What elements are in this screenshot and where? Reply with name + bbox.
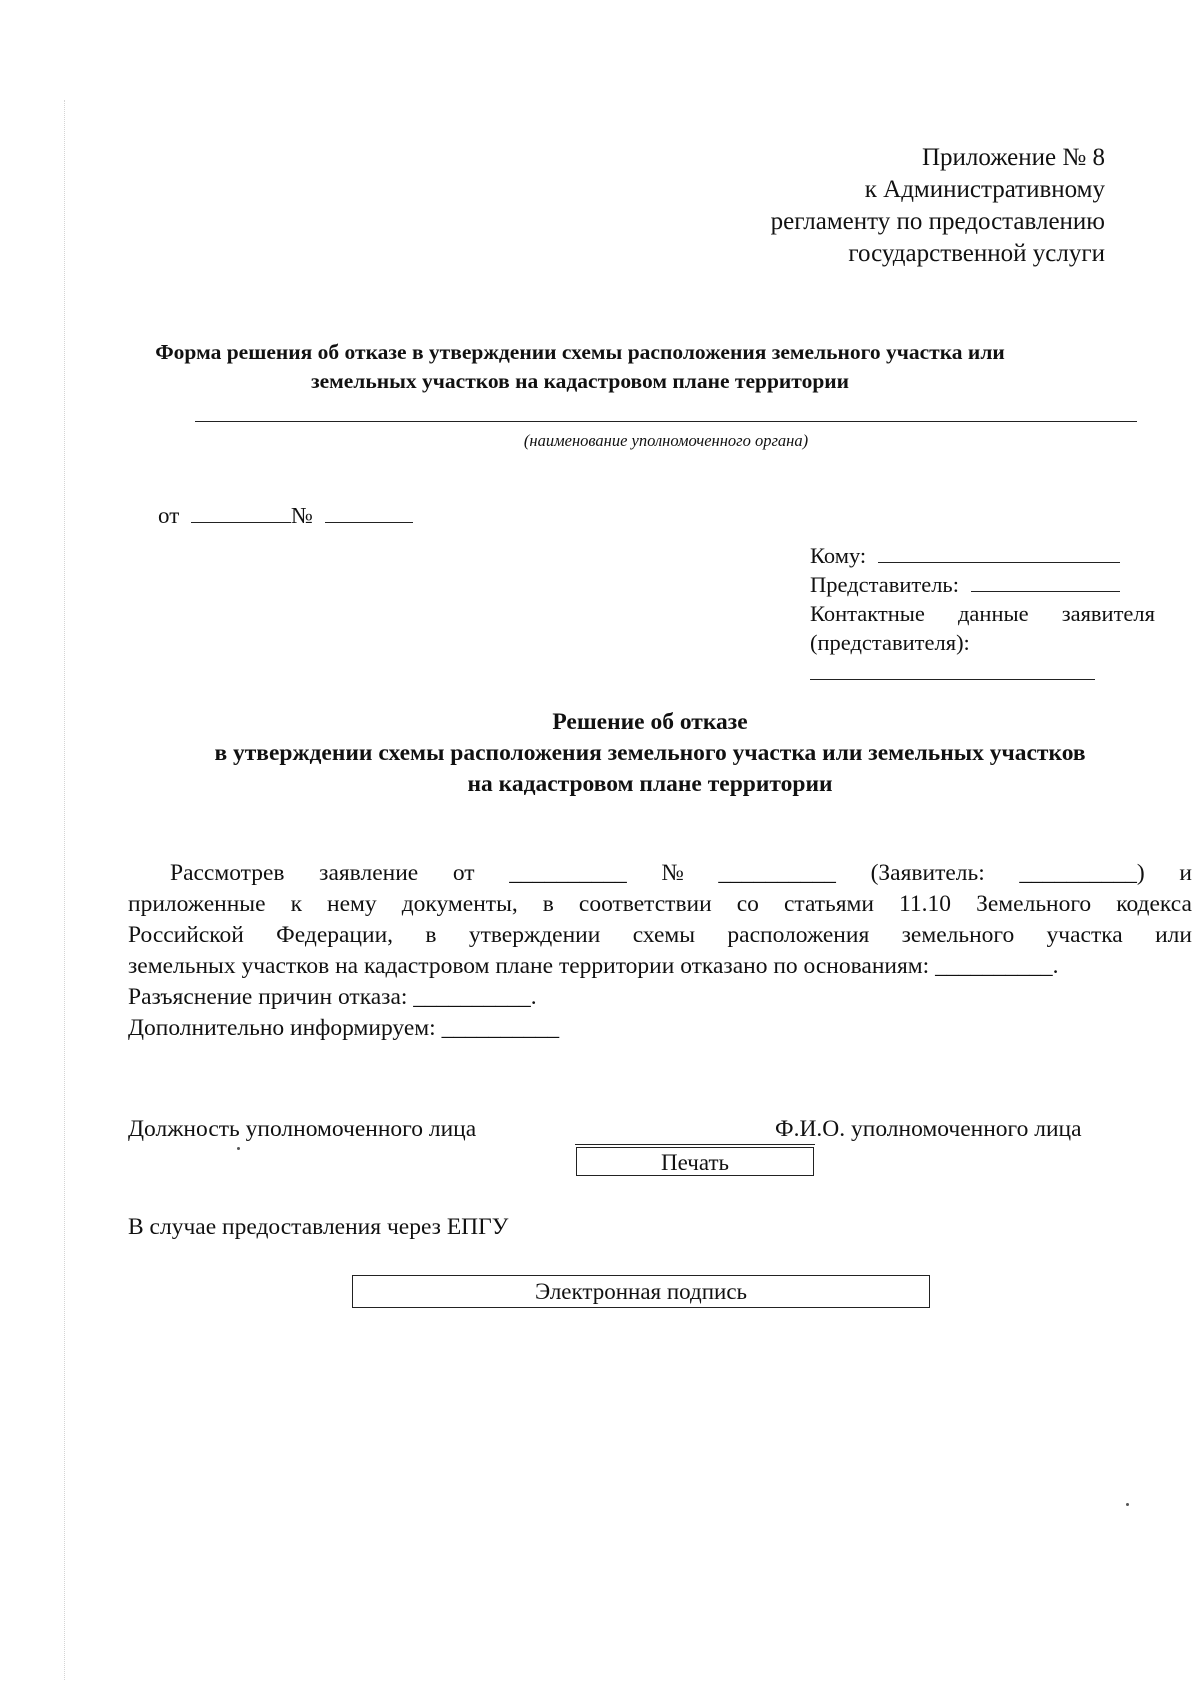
appendix-line: Приложение № 8 <box>921 144 1105 171</box>
body-word: утверждении <box>468 922 601 948</box>
application-date-blank: __________ <box>509 860 627 886</box>
contacts-word: заявителя <box>1061 601 1155 626</box>
body-word: или <box>1155 922 1192 948</box>
body-word: № <box>661 860 684 886</box>
body-word: (Заявитель: <box>870 860 985 886</box>
body-word: земельного <box>901 922 1015 948</box>
from-label: от <box>158 503 180 528</box>
org-name-line <box>195 421 1137 422</box>
representative-row <box>810 570 1155 599</box>
contacts-word: Контактные <box>810 601 925 626</box>
contacts-word: данные <box>957 601 1029 626</box>
form-title-line: Форма решения об отказе в утверждении схемы расположения земельного участка или <box>155 340 1005 364</box>
body-word: Российской <box>128 922 244 948</box>
body-line-2 <box>128 889 1192 920</box>
body-word: кодекса <box>1116 891 1192 917</box>
body-word: соответствии <box>578 891 712 917</box>
official-position-label: Должность уполномоченного лица <box>128 1116 477 1142</box>
body-word: и <box>1179 860 1192 886</box>
electronic-signature-label: Электронная подпись <box>534 1279 748 1304</box>
appendix-line: государственной услуги <box>848 240 1105 267</box>
body-line-1 <box>128 858 1192 889</box>
body-line-4: земельных участков на кадастровом плане территории отказано по основаниям: __________. <box>128 953 1059 979</box>
decision-title-line: на кадастровом плане территории <box>467 771 833 797</box>
body-word: участка <box>1046 922 1123 948</box>
scan-left-edge <box>64 100 66 1680</box>
body-word: Земельного <box>976 891 1092 917</box>
body-word: со <box>736 891 759 917</box>
contacts-blank <box>810 657 1095 680</box>
applicant-blank: __________) <box>1019 860 1145 886</box>
signature-line <box>575 1144 815 1145</box>
recipient-to-row <box>810 541 1155 570</box>
stamp-label: Печать <box>661 1150 729 1175</box>
decision-title-line: Решение об отказе <box>552 709 748 735</box>
appendix-header <box>585 142 1105 270</box>
representative-blank <box>971 573 1120 592</box>
decision-title-line: в утверждении схемы расположения земельного участка или земельных участков <box>214 740 1086 766</box>
refusal-reasons-line: Разъяснение причин отказа: __________. <box>128 984 537 1010</box>
body-word: приложенные <box>128 891 266 917</box>
electronic-signature-box <box>352 1275 930 1308</box>
appendix-line: регламенту по предоставлению <box>770 208 1105 235</box>
recipient-to-label: Кому: <box>810 543 867 568</box>
date-number-line <box>158 502 413 529</box>
body-word: к <box>290 891 302 917</box>
official-name-label: Ф.И.О. уполномоченного лица <box>775 1116 1082 1142</box>
recipient-block <box>810 541 1155 680</box>
body-word: Федерации, <box>276 922 394 948</box>
form-title-line: земельных участков на кадастровом плане территории <box>310 369 850 393</box>
body-word: 11.10 <box>899 891 952 917</box>
scan-speck <box>237 1147 240 1150</box>
contacts-row-2: (представителя): <box>810 630 970 655</box>
decision-title <box>130 707 1170 800</box>
scan-speck <box>1126 1503 1129 1506</box>
body-line-3 <box>128 920 1192 951</box>
body-word: статьями <box>783 891 875 917</box>
appendix-line: к Административному <box>864 176 1105 203</box>
date-blank <box>191 502 291 523</box>
body-word: расположения <box>727 922 870 948</box>
representative-label: Представитель: <box>810 572 959 597</box>
body-word: Рассмотрев <box>170 860 285 886</box>
body-word: заявление <box>319 860 419 886</box>
epgu-note: В случае предоставления через ЕПГУ <box>128 1214 509 1240</box>
body-word: в <box>542 891 554 917</box>
recipient-to-blank <box>878 544 1120 563</box>
decision-body <box>128 858 1192 1044</box>
number-blank <box>325 502 413 523</box>
contacts-row <box>810 599 1155 628</box>
body-word: от <box>452 860 475 886</box>
org-name-caption: (наименование уполномоченного органа) <box>523 431 809 450</box>
application-number-blank: __________ <box>718 860 836 886</box>
stamp-box <box>576 1147 814 1176</box>
number-label: № <box>291 503 313 528</box>
body-word: нему <box>327 891 377 917</box>
body-word: в <box>425 922 437 948</box>
body-word: схемы <box>632 922 696 948</box>
form-title <box>150 338 1010 396</box>
additional-info-line: Дополнительно информируем: __________ <box>128 1015 560 1041</box>
body-word: документы, <box>401 891 518 917</box>
